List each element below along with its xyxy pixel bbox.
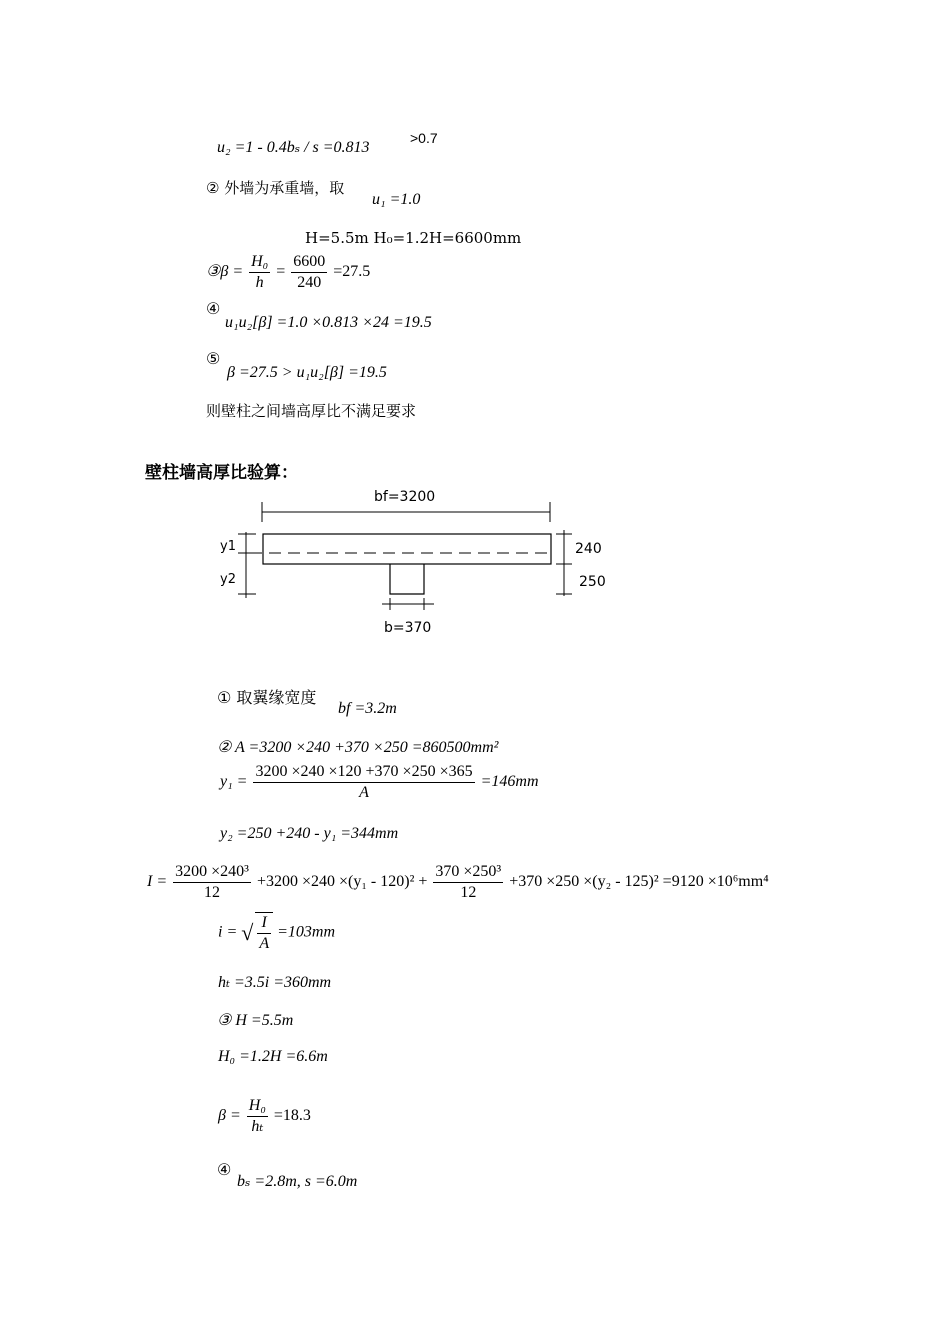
I-frac1: [173, 862, 251, 903]
hT-formula: hₜ =3.5i =360mm: [218, 974, 332, 991]
I-mid: +3200 ×240 ×(y₁ - 120)² +: [256, 873, 428, 891]
H-value: ③ H =5.5m: [217, 1012, 294, 1029]
i-frac: [257, 913, 271, 954]
y1-den: A: [359, 784, 369, 801]
u2-compare: >0.7: [410, 130, 438, 146]
y1-num: 3200 ×240 ×120 +370 ×250 ×365: [253, 762, 474, 783]
I-num1: 3200 ×240³: [173, 862, 251, 883]
y1-formula: [220, 762, 539, 803]
conclusion-text: 则壁柱之间墙高厚比不满足要求: [206, 402, 417, 420]
dim-250: 250: [579, 574, 606, 590]
beta-frac-sym: [249, 252, 270, 293]
beta-lhs: ③β =: [206, 263, 244, 281]
section-heading: 壁柱墙高厚比验算：: [145, 463, 298, 483]
i-den: A: [259, 935, 270, 952]
i-lhs: i =: [218, 923, 238, 941]
beta-result: =27.5: [333, 263, 371, 281]
radius-formula: [218, 912, 335, 954]
t-section-diagram: [210, 482, 630, 642]
I-tail: +370 ×250 ×(y₂ - 125)² =9120 ×10⁶mm⁴: [509, 873, 769, 891]
height-line: H=5.5m H₀=1.2H=6600mm: [305, 229, 522, 247]
beta-num-sym: H₀: [249, 252, 270, 273]
step1-value: bf =3.2m: [338, 700, 397, 717]
H0-value: H₀ =1.2H =6.6m: [218, 1048, 328, 1065]
beta-den-val: 240: [297, 274, 322, 291]
I-lhs: I =: [147, 873, 168, 891]
beta2-num: H₀: [247, 1096, 268, 1117]
y2-label: y2: [220, 572, 236, 587]
I-frac2: [433, 862, 503, 903]
u2-formula: u₂ =1 - 0.4bₛ / s =0.813: [217, 139, 370, 156]
I-den2: 12: [460, 884, 477, 901]
circle-four-b: ④: [217, 1162, 232, 1179]
I-num2: 370 ×250³: [433, 862, 503, 883]
area-formula: ② A =3200 ×240 +370 ×250 =860500mm²: [217, 739, 499, 756]
inertia-formula: [147, 862, 769, 903]
sqrt-icon: √: [241, 920, 254, 945]
beta-den-sym: h: [255, 274, 264, 291]
allowable-formula: u₁u₂[β] =1.0 ×0.813 ×24 =19.5: [225, 314, 432, 331]
step1-text: ① 取翼缘宽度: [217, 688, 317, 707]
beta-formula: ③β = $\frac{\text{H₀}}{h}$ = $\frac{6600}{240}$ =27.5: [206, 253, 371, 291]
y1-frac: [253, 762, 474, 803]
y1-result: =146mm: [480, 773, 539, 791]
bf-label: bf=3200: [374, 489, 436, 505]
beta2-lhs: β =: [218, 1107, 241, 1125]
y1-label: y1: [220, 539, 236, 554]
beta-frac-val: [291, 252, 327, 293]
circle-four: ④: [206, 301, 221, 318]
beta2-frac: [247, 1096, 268, 1137]
beta2-den: hₜ: [251, 1118, 264, 1135]
b-label: b=370: [384, 620, 432, 636]
I-den1: 12: [204, 884, 221, 901]
check-formula: β =27.5 > u₁u₂[β] =19.5: [227, 364, 387, 381]
u1-value: u₁ =1.0: [372, 191, 421, 208]
i-result: =103mm: [277, 923, 336, 941]
circle-five: ⑤: [206, 351, 221, 368]
y1-lhs: y₁ =: [220, 773, 248, 791]
beta-num-val: 6600: [291, 252, 327, 273]
item2-text: ② 外墙为承重墙，取: [206, 179, 345, 197]
beta2-result: =18.3: [273, 1107, 311, 1125]
dim-240: 240: [575, 541, 602, 557]
y2-formula: y₂ =250 +240 - y₁ =344mm: [220, 825, 399, 842]
i-num: I: [257, 913, 271, 934]
bs-s-values: bₛ =2.8m, s =6.0m: [237, 1173, 358, 1190]
beta2-formula: [218, 1096, 311, 1137]
